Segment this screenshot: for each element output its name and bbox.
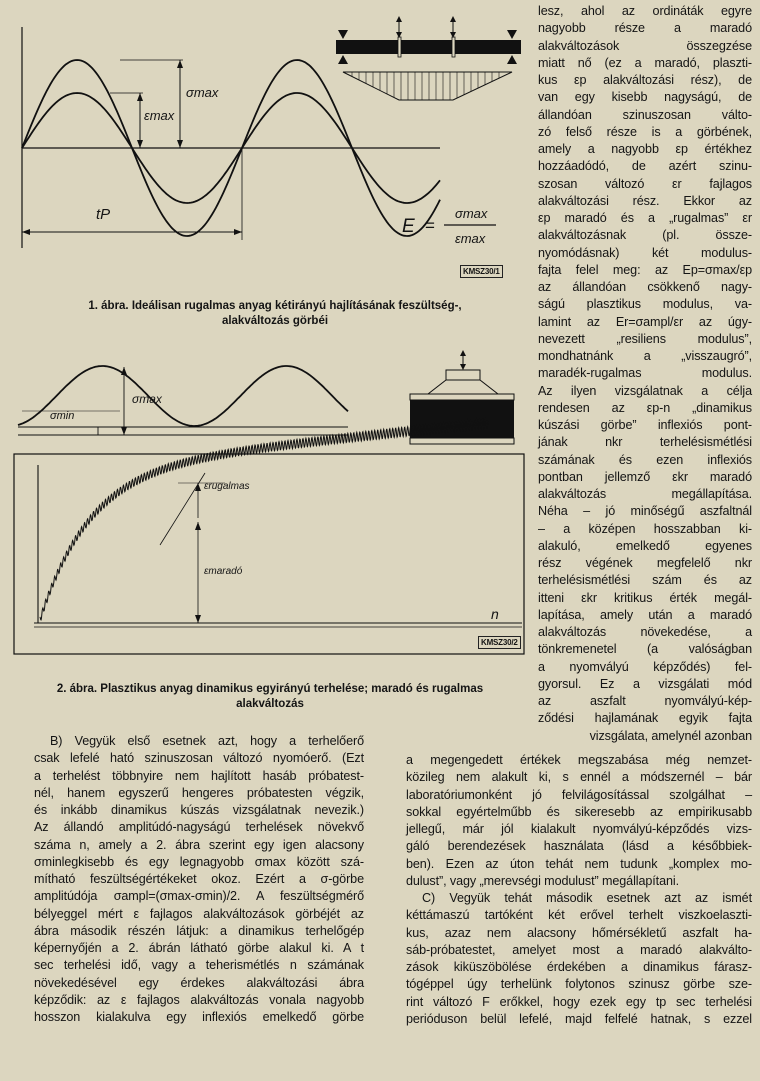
text-line: lesz, ahol az ordináták egyre (538, 4, 752, 18)
text-line: alakuló, emelkedő egyenes (538, 538, 752, 553)
text-line: – a középen hosszabban ki- (538, 521, 752, 536)
fig1-stamp: KMSZ30/1 (460, 265, 503, 278)
text-line: fajta felel meg: az Ep=σmax/εp (538, 262, 752, 277)
text-line: alakváltozás megállapítása. (538, 487, 752, 501)
text-line: zások kiküszöbölése érdekében a dinamikus fárasz- (406, 960, 752, 974)
fig2-n-label: n (491, 606, 499, 622)
figure-1-caption: 1. ábra. Ideálisan rugalmas anyag kétirányú hajlításának feszültség-, alakváltozás görbéi (88, 300, 462, 327)
figure-1-graph (0, 0, 530, 290)
text-line: alakváltozások összegzése (538, 38, 752, 53)
text-line: sáb-próbatestet, amelyet most a maradó alakválto- (406, 942, 752, 957)
text-line: mítható feszültségértékeket okoz. Ezért a σ-görbe (34, 872, 364, 886)
text-line: C) Vegyük tehát második esetnek azt az ismét (422, 891, 752, 905)
text-line: hozzáadódó, de azért szinu- (538, 159, 752, 174)
text-line: szosan változó εr fajlagos (538, 176, 752, 191)
text-line: számának és ezen inflexiós (538, 452, 752, 467)
right-column-text (538, 3, 752, 745)
text-line: közileg nem alakult ki, s ennél a módszernél – bár (406, 770, 752, 785)
text-line: lamint az Er=σampl/εr az úgy- (538, 314, 752, 329)
text-line: B) Vegyük első esetnek azt, hogy a terhelőerő (50, 734, 364, 748)
text-line: tógéppel úgy terhelünk folytonos szinusz görbe sze- (406, 977, 752, 992)
text-line: kus εp alakváltozási rész), de (538, 73, 752, 87)
fig1-modulus-E: E (402, 216, 415, 237)
text-line: bélyeggel mért ε fajlagos alakváltozások görbéjét az (34, 906, 364, 921)
text-line: jellegű, már jól kialakult nyomvályú-képződés vizs- (406, 822, 752, 836)
text-line: az aszfalt nyomvályú-kép- (538, 694, 752, 708)
text-line: képződik: az ε fajlagos alakváltozás vonala nagyobb (34, 992, 364, 1007)
text-line: nagyobb része a maradó (538, 21, 752, 36)
text-line: kúszási görbe” inflexiós pont- (538, 418, 752, 432)
text-line: ábra második részén látjuk: a dinamikus terhelőgép (34, 923, 364, 938)
left-column-text (34, 733, 364, 1026)
fig2-stamp: KMSZ30/2 (478, 636, 521, 649)
text-line: ződési hajlamának egyik fajta (538, 711, 752, 726)
text-line: dulust”, vagy „merevségi modulust” megállapítani. (406, 873, 679, 888)
text-line: εp maradó és a „rugalmas” εr (538, 211, 752, 225)
text-line: jának nkr terhelésismétlési (538, 435, 752, 450)
text-line: terhelésismétlési szám és az (538, 573, 752, 588)
text-line: az állandóan csökkenő nagy- (538, 280, 752, 294)
text-line: amely a nagyobb εp értékhez (538, 142, 752, 156)
text-line: nyomódásnak) két modulus- (538, 245, 752, 260)
text-line: laboratóriumonként jó felvilágosítással szolgálhat – (406, 787, 752, 802)
text-line: vizsgálata, amelynél azonban (589, 728, 752, 743)
text-line: csak lefelé ható szinuszosan változó nyomóerő. (Ezt (34, 751, 364, 766)
text-line: sec terhelési idő, vagy a teherismétlés n számának (34, 958, 364, 973)
text-line: sokkal egyértelműbb és sikeresebb az empirikusabb (406, 804, 752, 819)
text-line: zó felső része is a görbének, (538, 124, 752, 139)
text-line: alakváltozási rész. Ekkor az (538, 193, 752, 208)
text-line: rendesen az εp-n „dinamikus (538, 400, 752, 415)
text-line: növekedésével egy érdekes alakváltozási ábra (34, 975, 364, 990)
figure-2-caption: 2. ábra. Plasztikus anyag dinamikus egyirányú terhelése; maradó és rugalmas alakváltozás (56, 683, 484, 710)
fig2-sigma-max-label: σmax (132, 392, 162, 406)
text-line: gáló berendezések használata (lásd a későbbiek- (406, 839, 752, 854)
text-line: hosszon kialakulva egy inflexiós emelkedő görbe (34, 1010, 364, 1024)
text-line: a megengedett értékek megszabása még nemzet- (406, 753, 752, 767)
fig1-sigma-max-label: σmax (186, 85, 219, 100)
text-line: maradék-rugalmas modulus. (538, 366, 752, 381)
text-line: pontban jellemző εkr maradó (538, 469, 752, 484)
fig1-beam-diagram (336, 16, 521, 100)
text-line: Néha – jó minőségű aszfaltnál (538, 504, 752, 519)
fig1-tp-label: tP (96, 206, 111, 223)
text-line: alakváltozás növekedése, a (538, 625, 752, 639)
text-line: nél, hanem egyszerű hengeres próbatesten végzik, (34, 785, 364, 800)
text-line: itteni εkr kritikus érték megál- (538, 590, 752, 605)
text-line: kéttámaszú tartóként két erővel terhelt viszkoelaszti- (406, 908, 752, 923)
text-line: σminlegkisebb és egy legnagyobb σmax között szá- (34, 854, 364, 869)
text-line: kus, azaz nem alacsony hőmérsékletű aszfalt ha- (406, 925, 752, 940)
text-line: miatt nő (ez a maradó, plaszti- (538, 55, 752, 70)
text-line: mondhatnánk a „visszaugró”, (538, 349, 752, 363)
text-line: képernyőjén a 2. ábrán látható görbe alakul ki. A t (34, 941, 364, 955)
text-line: állandóan szinuszosan válto- (538, 107, 752, 122)
text-line: perióduson belül lefelé, majd felfelé hatnak, s ezzel (406, 1011, 752, 1026)
text-line: ságú plasztikus modulus, va- (538, 297, 752, 312)
fig2-sigma-min-label: σmin (50, 410, 75, 422)
text-line: amplitúdója σampl=(σmax-σmin)/2. A feszültségmérő (34, 889, 364, 904)
fig1-numerator: σmax (455, 206, 488, 221)
fig2-eps-plastic-label: εmaradó (204, 566, 243, 577)
fig2-strain-frame (14, 454, 524, 654)
text-line: Az állandó amplitúdó-nagyságú terhelések növekvő (34, 820, 364, 835)
fig1-denominator: εmax (455, 231, 486, 246)
wide-right-text (406, 752, 752, 1028)
text-line: rint változó F erőkkel, hogy ezek egy tp sec terhelési (406, 994, 752, 1009)
text-line: lapítása, amely után a maradó (538, 607, 752, 622)
text-line: gyorsul. Ez a vizsgálati mód (538, 676, 752, 691)
text-line: a nyomvályú képződés) fel- (538, 659, 752, 674)
fig1-equals: = (425, 216, 435, 235)
text-line: száma n, amely a 2. ábra szerint egy igen alacsony (34, 837, 364, 852)
text-line: tönkremenetel (a valóságban (538, 642, 752, 657)
fig2-eps-elastic-label: εrugalmas (204, 481, 250, 492)
text-line: alakváltozásnak (pl. össze- (538, 228, 752, 243)
text-line: Az ilyen vizsgálatnak a célja (538, 383, 752, 398)
text-line: nevezett „resiliens modulus”, (538, 331, 752, 346)
text-line: ben). Ezen az úton tehát nem tudunk „komplex mo- (406, 856, 752, 871)
fig1-eps-max-label: εmax (144, 108, 175, 123)
figure-2-graph (0, 340, 530, 685)
text-line: rész végének megfelelő nkr (538, 556, 752, 570)
text-line: van egy kisebb nagyságú, de (538, 90, 752, 105)
text-line: és inkább dinamikus kúszás vizsgálatnak nevezik.) (34, 803, 364, 817)
fig2-cylinder-specimen (410, 350, 514, 444)
text-line: a terhelést többnyire nem hajlított hasáb próbatest- (34, 768, 364, 783)
fig2-strain-curve (40, 418, 488, 620)
